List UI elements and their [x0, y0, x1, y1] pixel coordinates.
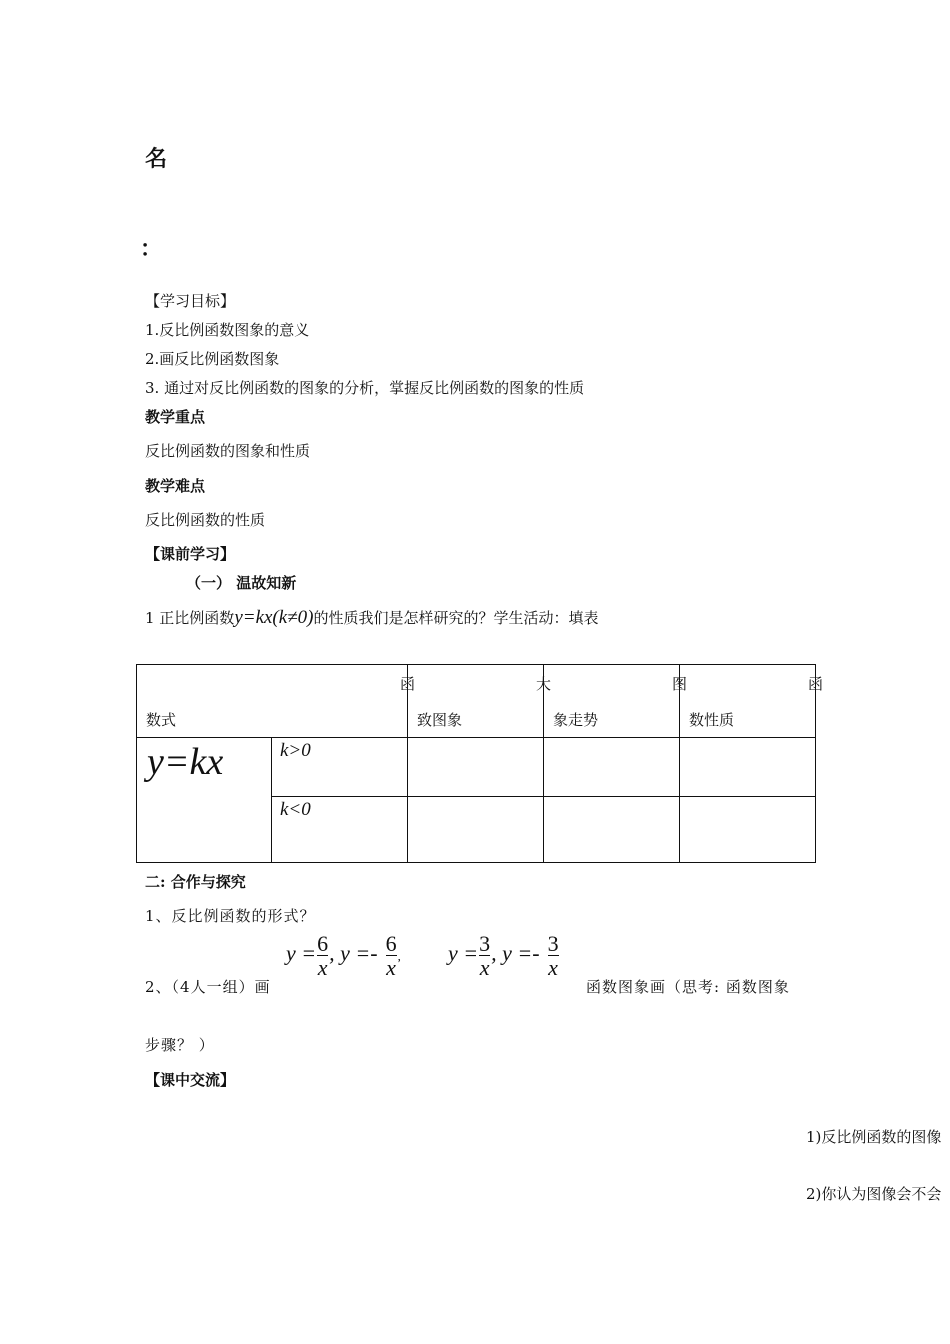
- header-formula-bottom: 数式: [146, 711, 177, 729]
- colon-char: ：: [140, 236, 163, 262]
- objective-item-2: 2.画反比例函数图象: [145, 350, 280, 368]
- header-graph-bottom: 致图象: [417, 711, 463, 729]
- difficulty-text: 反比例函数的性质: [145, 511, 266, 529]
- fraction-3-den: x: [479, 955, 490, 981]
- fraction-3-lhs: y =: [448, 940, 479, 966]
- cooperate-question-1: 1、反比例函数的形式？: [145, 907, 316, 925]
- fraction-group-2: [448, 932, 560, 979]
- fraction-4-den: x: [548, 955, 558, 981]
- prestudy-question-1: [145, 607, 598, 629]
- key-point-heading: 教学重点: [145, 408, 206, 426]
- table-formula: y=kx: [147, 741, 224, 783]
- header-graph-top: 大: [536, 675, 552, 693]
- q1-formula: y=kx(k≠0): [234, 607, 314, 628]
- fraction-1-den: x: [317, 955, 328, 981]
- case-positive-label: k>0: [280, 740, 311, 761]
- key-point-text: 反比例函数的图象和性质: [145, 442, 311, 460]
- cooperate-heading: 二: 合作与探究: [145, 873, 246, 891]
- header-trend-top: 图: [672, 675, 688, 693]
- header-cell-property: [680, 665, 824, 738]
- cooperate-q2-line2: 步骤？ ）: [145, 1036, 215, 1054]
- q1-prefix: 1 正比例函数: [145, 609, 235, 627]
- fraction-2-num: 6: [385, 931, 397, 956]
- fraction-1-num: 6: [317, 931, 329, 956]
- header-cell-trend: [544, 665, 688, 738]
- inclass-question-1: 1)反比例函数的图像: [806, 1128, 942, 1146]
- fraction-3-sep: ,: [491, 940, 497, 966]
- property-table: [136, 664, 824, 863]
- objective-item-1: 1.反比例函数图象的意义: [145, 321, 310, 339]
- fraction-2-lhs: y =-: [340, 940, 378, 966]
- header-trend-bottom: 象走势: [553, 711, 599, 729]
- prestudy-heading: 【课前学习】: [145, 545, 236, 563]
- header-formula-top: 函: [400, 675, 416, 693]
- fraction-1-lhs: y =: [286, 940, 317, 966]
- difficulty-heading: 教学难点: [145, 477, 206, 495]
- fraction-4-num: 3: [547, 931, 559, 956]
- fraction-3-num: 3: [479, 931, 491, 956]
- fraction-group-1: [286, 932, 401, 979]
- objectives-heading: 【学习目标】: [145, 292, 236, 310]
- cell-graph-negative: [408, 797, 544, 863]
- fraction-1-sep: ,: [329, 940, 335, 966]
- header-property-bottom: 数性质: [689, 711, 735, 729]
- fraction-2-den: x: [386, 955, 396, 981]
- inclass-heading: 【课中交流】: [145, 1071, 236, 1089]
- case-cell-negative: [272, 797, 408, 863]
- cooperate-q2-suffix: 函数图象画（思考: 函数图象: [586, 978, 790, 996]
- name-char: 名: [145, 146, 168, 172]
- header-cell-formula: [137, 665, 416, 738]
- inclass-question-2: 2)你认为图像会不会: [806, 1185, 942, 1203]
- fraction-4-lhs: y =-: [502, 940, 540, 966]
- formula-cell: [137, 738, 272, 863]
- cell-property-negative: [680, 797, 816, 863]
- cell-trend-positive: [544, 738, 680, 797]
- fraction-2-sep: ,: [397, 948, 401, 964]
- cooperate-q2-prefix: 2、（4人一组）画: [145, 978, 271, 996]
- cell-trend-negative: [544, 797, 680, 863]
- header-cell-graph: [408, 665, 552, 738]
- header-property-top: 函: [808, 675, 824, 693]
- q1-suffix: 的性质我们是怎样研究的？学生活动：填表: [313, 609, 599, 627]
- cell-graph-positive: [408, 738, 544, 797]
- case-negative-label: k<0: [280, 799, 311, 820]
- cell-property-positive: [680, 738, 816, 797]
- objective-item-3: 3. 通过对反比例函数的图象的分析，掌握反比例函数的图象的性质: [145, 379, 585, 397]
- prestudy-subheading: （一） 温故知新: [186, 574, 297, 592]
- case-cell-positive: [272, 738, 408, 797]
